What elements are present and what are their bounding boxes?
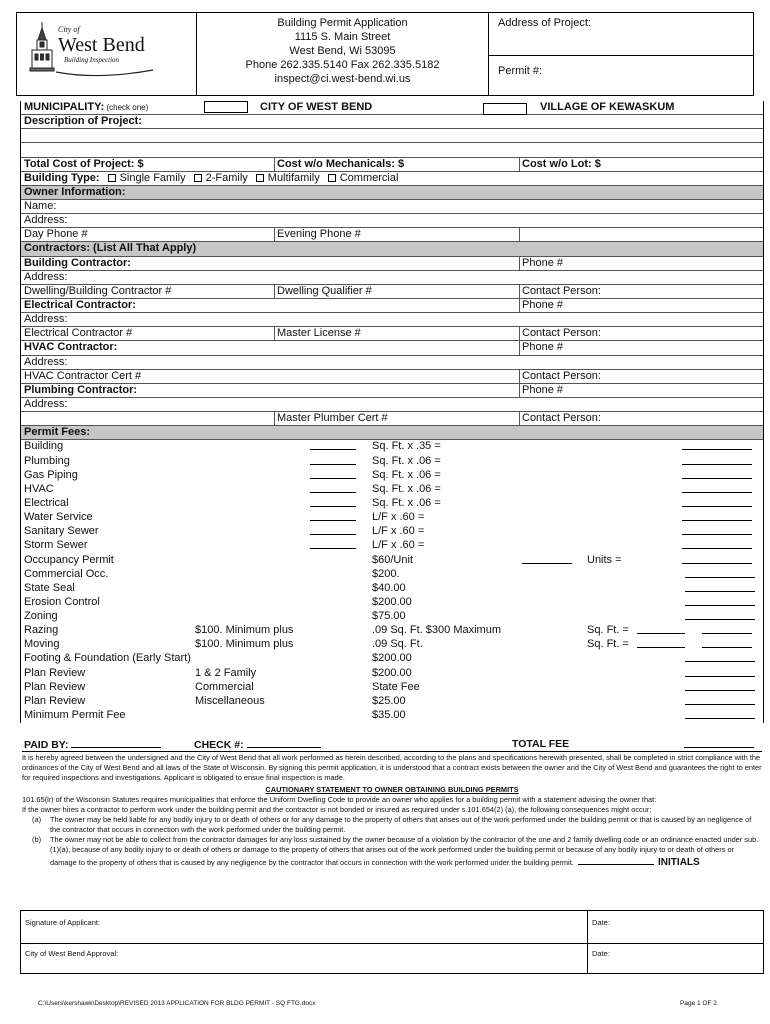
fill-in-blank[interactable] bbox=[679, 469, 752, 484]
hvac-field[interactable] bbox=[21, 483, 54, 497]
200-00-field[interactable] bbox=[369, 652, 412, 666]
form-row bbox=[21, 327, 763, 341]
field-label: Dwelling/Building Contractor # bbox=[24, 284, 172, 297]
zoning-field[interactable] bbox=[21, 610, 58, 624]
field-label: Storm Sewer bbox=[24, 539, 88, 552]
name-field[interactable] bbox=[21, 200, 56, 214]
electrical-contractor-field[interactable] bbox=[21, 299, 136, 313]
2-family-label: 2-Family bbox=[205, 171, 248, 184]
office-street: 1115 S. Main Street bbox=[294, 31, 391, 43]
40-00-field[interactable] bbox=[369, 582, 406, 596]
field-label: Contact Person: bbox=[522, 284, 601, 297]
plumbing-contractor-field[interactable] bbox=[21, 384, 137, 398]
form-row bbox=[21, 610, 763, 624]
signature-divider bbox=[21, 943, 763, 944]
field-label: Phone # bbox=[522, 383, 563, 396]
l-f-x-60-field[interactable] bbox=[369, 511, 424, 525]
applicant-date-field[interactable]: Date: bbox=[592, 918, 610, 927]
field-label: Commercial bbox=[195, 680, 254, 693]
form-row bbox=[21, 398, 763, 412]
occupancy-permit-field[interactable] bbox=[21, 554, 114, 568]
master-plumber-cert-field[interactable] bbox=[274, 412, 388, 426]
form-row bbox=[21, 695, 763, 709]
form-row bbox=[21, 497, 763, 511]
owner-information-field[interactable] bbox=[21, 186, 125, 200]
field-label: HVAC Contractor Cert # bbox=[24, 369, 142, 382]
field-label: Address: bbox=[24, 270, 68, 283]
field-label: Commercial Occ. bbox=[24, 567, 109, 580]
100-minimum-plus-field[interactable] bbox=[192, 638, 293, 652]
field-label: Contact Person: bbox=[522, 369, 601, 382]
fill-in-blank[interactable] bbox=[307, 440, 356, 455]
description-of-project-field[interactable] bbox=[21, 115, 142, 129]
fill-in-blank[interactable] bbox=[682, 695, 755, 710]
fill-in-blank[interactable] bbox=[682, 596, 755, 611]
contact-person-field[interactable] bbox=[519, 412, 601, 426]
field-label: Building Contractor: bbox=[24, 256, 131, 269]
fill-in-blank[interactable] bbox=[307, 525, 356, 540]
fill-in-blank[interactable] bbox=[307, 497, 356, 512]
fill-in-blank[interactable] bbox=[679, 455, 752, 470]
consequence-a: (a) The owner may be held liable for any bodily injury to or death of others or for any damage to the property of others that arises out of the work performed under the building permit or that is caused by an negligence of the contractor that occurs in connection with the work performed under the building permit. bbox=[32, 815, 752, 834]
legal-statement bbox=[22, 751, 762, 868]
cell-divider bbox=[519, 227, 520, 242]
field-label: Master License # bbox=[277, 327, 361, 340]
moving-field[interactable] bbox=[21, 638, 59, 652]
commercial-label: Commercial bbox=[339, 171, 399, 184]
building-type-field bbox=[21, 172, 398, 186]
contact-person-field[interactable] bbox=[519, 370, 601, 384]
l-f-x-60-field[interactable] bbox=[369, 525, 424, 539]
contractors-list-all-that-apply-field[interactable] bbox=[21, 242, 196, 256]
village-of-kewaskum-field[interactable] bbox=[537, 101, 674, 115]
field-label: Water Service bbox=[24, 511, 93, 524]
building-type-label: Building Type: bbox=[24, 171, 100, 184]
payment-row bbox=[20, 736, 764, 751]
commercial-occ-field[interactable] bbox=[21, 568, 108, 582]
erosion-control-field[interactable] bbox=[21, 596, 100, 610]
200-00-field[interactable] bbox=[369, 667, 412, 681]
section-header-row bbox=[21, 186, 763, 200]
field-label: Owner Information: bbox=[24, 185, 126, 198]
form-row bbox=[21, 582, 763, 596]
field-label: MUNICIPALITY: bbox=[24, 101, 105, 113]
statute-text: 101.65(lr) of the Wisconsin Statutes requires municipalities that enforce the Uniform Dwelling Code to provide an owner who applies for a building permit with a statement advising the owner that: bbox=[22, 795, 657, 804]
form-row bbox=[21, 129, 763, 143]
field-label: Cost w/o Lot: $ bbox=[522, 157, 601, 170]
address-field[interactable] bbox=[21, 214, 67, 228]
l-f-x-60-field[interactable] bbox=[369, 539, 424, 553]
village-of-kewaskum-checkbox[interactable] bbox=[483, 103, 527, 115]
fill-in-blank[interactable] bbox=[307, 539, 356, 554]
state-fee-field[interactable] bbox=[369, 681, 420, 695]
form-row bbox=[21, 101, 763, 115]
field-label: Phone # bbox=[522, 256, 563, 269]
office-email: inspect@ci.west-bend.wi.us bbox=[274, 73, 411, 85]
form-row bbox=[21, 525, 763, 539]
field-label: Plan Review bbox=[24, 680, 86, 693]
logo-swoosh-icon bbox=[56, 70, 153, 76]
field-label: $75.00 bbox=[372, 610, 406, 623]
plan-review-field[interactable] bbox=[21, 695, 85, 709]
municipality-field[interactable] bbox=[21, 101, 148, 115]
logo-dept: Building Inspection bbox=[64, 56, 120, 64]
minimum-permit-fee-field[interactable] bbox=[21, 709, 125, 723]
field-label: Master Plumber Cert # bbox=[277, 412, 388, 425]
address-field[interactable] bbox=[21, 356, 67, 370]
file-path: C:\Users\kershawk\Desktop\REVISED 2013 APPLICATION FOR BLDG PERMIT - SQ FTG.docx bbox=[38, 1000, 316, 1007]
plan-review-field[interactable] bbox=[21, 681, 85, 695]
field-label: Sq. Ft. = bbox=[587, 624, 629, 637]
form-row bbox=[21, 115, 763, 129]
paid-by-field[interactable]: PAID BY: bbox=[24, 738, 161, 751]
form-row bbox=[21, 455, 763, 469]
fill-in-blank[interactable] bbox=[682, 568, 755, 583]
field-label: $60/Unit bbox=[372, 553, 413, 566]
west-bend-logo bbox=[28, 20, 158, 82]
fill-in-blank[interactable] bbox=[634, 624, 685, 639]
field-label: $200.00 bbox=[372, 652, 412, 665]
field-label: L/F x .60 = bbox=[372, 525, 425, 538]
field-label: Sanitary Sewer bbox=[24, 525, 99, 538]
75-00-field[interactable] bbox=[369, 610, 406, 624]
field-label: Contact Person: bbox=[522, 327, 601, 340]
field-label: .09 Sq. Ft. $300 Maximum bbox=[372, 624, 501, 637]
fill-in-blank[interactable] bbox=[634, 638, 685, 653]
200-field[interactable] bbox=[369, 568, 400, 582]
field-label: L/F x .60 = bbox=[372, 539, 425, 552]
form-row bbox=[21, 440, 763, 454]
field-label: Miscellaneous bbox=[195, 694, 265, 707]
approval-date-field[interactable]: Date: bbox=[592, 949, 610, 958]
field-label: Sq. Ft. x .35 = bbox=[372, 440, 441, 453]
form-row bbox=[21, 370, 763, 384]
field-label: Sq. Ft. x .06 = bbox=[372, 468, 441, 481]
field-label: Day Phone # bbox=[24, 228, 88, 241]
sq-ft-x-35-field[interactable] bbox=[369, 440, 441, 454]
25-00-field[interactable] bbox=[369, 695, 406, 709]
logo-name: West Bend bbox=[58, 34, 145, 56]
hvac-contractor-cert-field[interactable] bbox=[21, 370, 141, 384]
single-family-label: Single Family bbox=[119, 171, 186, 184]
section-header-row bbox=[21, 242, 763, 256]
fill-in-blank[interactable] bbox=[307, 483, 356, 498]
field-label: Electrical Contractor # bbox=[24, 327, 133, 340]
field-label: CITY OF WEST BEND bbox=[260, 101, 373, 113]
fill-in-blank[interactable] bbox=[307, 469, 356, 484]
single-family-checkbox[interactable] bbox=[108, 174, 116, 182]
sq-ft-field[interactable] bbox=[584, 638, 629, 652]
master-license-field[interactable] bbox=[274, 327, 361, 341]
form-row bbox=[21, 299, 763, 313]
field-label: Plumbing Contractor: bbox=[24, 383, 138, 396]
address-field[interactable] bbox=[21, 313, 67, 327]
fill-in-blank[interactable] bbox=[679, 554, 752, 569]
plumbing-field[interactable] bbox=[21, 455, 70, 469]
office-phone-fax: Phone 262.335.5140 Fax 262.335.5182 bbox=[245, 59, 440, 71]
field-label: Phone # bbox=[522, 341, 563, 354]
field-label: Zoning bbox=[24, 610, 58, 623]
field-label: Address: bbox=[24, 313, 68, 326]
page-number: Page 1 OF 2 bbox=[680, 1000, 717, 1007]
fill-in-blank[interactable] bbox=[307, 511, 356, 526]
form-row bbox=[21, 214, 763, 228]
35-00-field[interactable] bbox=[369, 709, 406, 723]
commercial-field[interactable] bbox=[192, 681, 254, 695]
phone-field[interactable] bbox=[519, 257, 563, 271]
field-label: Permit Fees: bbox=[24, 426, 91, 439]
field-label: Sq. Ft. = bbox=[587, 638, 629, 651]
total-fee-label: TOTAL FEE bbox=[512, 738, 570, 750]
form-row bbox=[21, 709, 763, 723]
fill-in-blank[interactable] bbox=[519, 554, 572, 569]
dwelling-building-contractor-field[interactable] bbox=[21, 285, 171, 299]
contact-person-field[interactable] bbox=[519, 285, 601, 299]
multifamily-label: Multifamily bbox=[267, 171, 320, 184]
field-label: Electrical Contractor: bbox=[24, 298, 136, 311]
city-of-west-bend-checkbox[interactable] bbox=[204, 101, 248, 113]
field-label: .09 Sq. Ft. bbox=[372, 638, 423, 651]
field-label: Name: bbox=[24, 199, 57, 212]
09-sq-ft-field[interactable] bbox=[369, 638, 423, 652]
form-row bbox=[21, 483, 763, 497]
form-row bbox=[21, 624, 763, 638]
building-contractor-field[interactable] bbox=[21, 257, 131, 271]
fill-in-blank[interactable] bbox=[679, 440, 752, 455]
form-row bbox=[21, 158, 763, 172]
field-label: Units = bbox=[587, 553, 622, 566]
fill-in-blank[interactable] bbox=[307, 455, 356, 470]
09-sq-ft-300-maximum-field[interactable] bbox=[369, 624, 501, 638]
total-fee-blank[interactable] bbox=[684, 738, 754, 751]
field-label: HVAC Contractor: bbox=[24, 341, 118, 354]
fill-in-blank[interactable] bbox=[682, 667, 755, 682]
field-label: Occupancy Permit bbox=[24, 553, 114, 566]
cost-w-o-mechanicals-field[interactable] bbox=[274, 158, 404, 172]
field-label: Minimum Permit Fee bbox=[24, 709, 126, 722]
form-row bbox=[21, 143, 763, 157]
storm-sewer-field[interactable] bbox=[21, 539, 88, 553]
permit-fees-field[interactable] bbox=[21, 426, 90, 440]
initials-blank[interactable] bbox=[578, 855, 654, 865]
signature-divider bbox=[587, 911, 588, 973]
sq-ft-x-06-field[interactable] bbox=[369, 497, 441, 511]
2-family-checkbox[interactable] bbox=[194, 174, 202, 182]
fill-in-blank[interactable] bbox=[682, 582, 755, 597]
field-label: Erosion Control bbox=[24, 595, 100, 608]
header-divider bbox=[488, 55, 754, 56]
plan-review-field[interactable] bbox=[21, 667, 85, 681]
form-row bbox=[21, 384, 763, 398]
cautionary-title: CAUTIONARY STATEMENT TO OWNER OBTAINING BUILDING PERMITS bbox=[265, 785, 519, 794]
field-label: Plumbing bbox=[24, 454, 70, 467]
field-label: $25.00 bbox=[372, 694, 406, 707]
sq-ft-x-06-field[interactable] bbox=[369, 483, 441, 497]
fill-in-blank[interactable] bbox=[679, 511, 752, 526]
sq-ft-field[interactable] bbox=[584, 624, 629, 638]
fill-in-blank[interactable] bbox=[679, 525, 752, 540]
fill-in-blank[interactable] bbox=[682, 610, 755, 625]
form-row bbox=[21, 271, 763, 285]
field-label: Contact Person: bbox=[522, 412, 601, 425]
form-title: Building Permit Application bbox=[277, 17, 408, 29]
field-label: 1 & 2 Family bbox=[195, 666, 257, 679]
contact-person-field[interactable] bbox=[519, 327, 601, 341]
form-row bbox=[21, 285, 763, 299]
fill-in-blank[interactable] bbox=[679, 483, 752, 498]
100-minimum-plus-field[interactable] bbox=[192, 624, 293, 638]
courthouse-icon bbox=[30, 22, 54, 71]
phone-field[interactable] bbox=[519, 299, 563, 313]
field-label: Sq. Ft. x .06 = bbox=[372, 454, 441, 467]
field-label: Plan Review bbox=[24, 666, 86, 679]
permit-number-label[interactable]: Permit #: bbox=[498, 65, 543, 77]
form-row bbox=[21, 469, 763, 483]
form-row bbox=[21, 356, 763, 370]
field-label: State Seal bbox=[24, 581, 75, 594]
field-label: Evening Phone # bbox=[277, 228, 361, 241]
commercial-checkbox[interactable] bbox=[328, 174, 336, 182]
field-label: $200.00 bbox=[372, 595, 412, 608]
field-label: $40.00 bbox=[372, 581, 406, 594]
sq-ft-x-06-field[interactable] bbox=[369, 469, 441, 483]
razing-field[interactable] bbox=[21, 624, 58, 638]
electrical-field[interactable] bbox=[21, 497, 69, 511]
fill-in-blank[interactable] bbox=[682, 652, 755, 667]
field-label: L/F x .60 = bbox=[372, 511, 425, 524]
form-row bbox=[21, 341, 763, 355]
field-label: Sq. Ft. x .06 = bbox=[372, 496, 441, 509]
form-row bbox=[21, 257, 763, 271]
address-field[interactable] bbox=[21, 271, 67, 285]
field-label: Plan Review bbox=[24, 694, 86, 707]
field-label: Dwelling Qualifier # bbox=[277, 284, 372, 297]
field-label: Total Cost of Project: $ bbox=[24, 157, 144, 170]
form-row bbox=[21, 228, 763, 242]
signature-box bbox=[20, 910, 764, 974]
agreement-text: It is hereby agreed between the undersigned and the City of West Bend that all work performed as herein described, according to the plans and specifications herewith presented, shall be completed in strict compliance with the ordinances of the City of West Bend and all laws of the State of Wisconsin. By signing this permit application, it is understood that a contract exists between the owner and the City of West Bend and guarantees the right to enter for required inspections and investigations. Applicant is obligated to ensue final inspection is made. bbox=[22, 753, 762, 782]
fill-in-blank[interactable] bbox=[682, 709, 755, 724]
phone-field[interactable] bbox=[519, 341, 563, 355]
field-label: $100. Minimum plus bbox=[195, 638, 294, 651]
field-label: $200. bbox=[372, 567, 400, 580]
hvac-contractor-field[interactable] bbox=[21, 341, 117, 355]
field-label: Sq. Ft. x .06 = bbox=[372, 482, 441, 495]
form-row bbox=[21, 200, 763, 214]
city-approval-field[interactable]: City of West Bend Approval: bbox=[25, 949, 119, 958]
field-label: Contractors: (List All That Apply) bbox=[24, 242, 197, 255]
consequence-b: (b) The owner may not be able to collect from the contractor damages for any loss sustained by the owner because of a violation by the contractor of the one and 2 family dwelling code or an ordinance enacted under sub.(1)(a), because of any bodily injury to or death of others or damage to the property of others that arises out of the work performed under the building permit or because of any bodily injury to or death of others or damage to the property of others that is caused by any negligence by the contractor that occurs in connection with the work performed under the building permit. INITIALS bbox=[32, 835, 759, 868]
fill-in-blank[interactable] bbox=[699, 624, 752, 639]
field-label: HVAC bbox=[24, 482, 54, 495]
header-divider bbox=[488, 12, 489, 96]
field-label: Electrical bbox=[24, 496, 69, 509]
form-row bbox=[21, 511, 763, 525]
field-label: Address: bbox=[24, 214, 68, 227]
field-label: $200.00 bbox=[372, 666, 412, 679]
field-label: Building bbox=[24, 440, 64, 453]
fill-in-blank[interactable] bbox=[682, 681, 755, 696]
form-row bbox=[21, 412, 763, 426]
field-label: Cost w/o Mechanicals: $ bbox=[277, 157, 405, 170]
sanitary-sewer-field[interactable] bbox=[21, 525, 99, 539]
evening-phone-field[interactable] bbox=[274, 228, 361, 242]
field-label: Footing & Foundation (Early Start) bbox=[24, 652, 191, 665]
field-label: Address: bbox=[24, 397, 68, 410]
day-phone-field[interactable] bbox=[21, 228, 88, 242]
fill-in-blank[interactable] bbox=[679, 539, 752, 554]
form-row bbox=[21, 681, 763, 695]
fill-in-blank[interactable] bbox=[699, 638, 752, 653]
form-row bbox=[21, 638, 763, 652]
applicant-signature-field[interactable]: Signature of Applicant: bbox=[25, 918, 101, 927]
application-form-grid bbox=[20, 101, 764, 723]
cost-w-o-lot-field[interactable] bbox=[519, 158, 601, 172]
total-cost-of-project-field[interactable] bbox=[21, 158, 144, 172]
electrical-contractor-field[interactable] bbox=[21, 327, 132, 341]
field-label: Moving bbox=[24, 638, 60, 651]
200-00-field[interactable] bbox=[369, 596, 412, 610]
form-row bbox=[21, 568, 763, 582]
field-label: Address: bbox=[24, 355, 68, 368]
sq-ft-x-06-field[interactable] bbox=[369, 455, 441, 469]
miscellaneous-field[interactable] bbox=[192, 695, 265, 709]
multifamily-checkbox[interactable] bbox=[256, 174, 264, 182]
form-row bbox=[21, 554, 763, 568]
form-row bbox=[21, 539, 763, 553]
form-row bbox=[21, 667, 763, 681]
field-label: Phone # bbox=[522, 298, 563, 311]
phone-field[interactable] bbox=[519, 384, 563, 398]
gas-piping-field[interactable] bbox=[21, 469, 78, 483]
1-2-family-field[interactable] bbox=[192, 667, 256, 681]
field-label: $100. Minimum plus bbox=[195, 624, 294, 637]
state-seal-field[interactable] bbox=[21, 582, 75, 596]
form-row bbox=[21, 652, 763, 666]
field-label: $35.00 bbox=[372, 709, 406, 722]
logo-city-of: City of bbox=[58, 25, 80, 34]
dwelling-qualifier-field[interactable] bbox=[274, 285, 372, 299]
office-city: West Bend, Wi 53095 bbox=[289, 45, 396, 57]
address-of-project-label[interactable]: Address of Project: bbox=[498, 17, 591, 29]
section-header-row bbox=[21, 426, 763, 440]
field-label: Razing bbox=[24, 624, 59, 637]
units-field[interactable] bbox=[584, 554, 622, 568]
address-field[interactable] bbox=[21, 398, 67, 412]
contractor-clause: If the owner hires a contractor to perform work under the building permit and the contractor is not bonded or insured as required under s.101.654(2) (a), the following consequences might occur: bbox=[22, 805, 652, 814]
field-label: Gas Piping bbox=[24, 468, 78, 481]
city-of-west-bend-field[interactable] bbox=[257, 101, 372, 115]
form-row bbox=[21, 172, 763, 186]
initials-label: INITIALS bbox=[658, 857, 700, 868]
form-row bbox=[21, 596, 763, 610]
field-label: Description of Project: bbox=[24, 115, 142, 128]
footing-foundation-early-start-field[interactable] bbox=[21, 652, 191, 666]
field-hint: (check one) bbox=[104, 103, 149, 112]
water-service-field[interactable] bbox=[21, 511, 93, 525]
office-contact bbox=[197, 16, 488, 86]
check-number-field[interactable]: CHECK #: bbox=[194, 738, 321, 751]
field-label: VILLAGE OF KEWASKUM bbox=[540, 101, 675, 113]
form-row bbox=[21, 313, 763, 327]
fill-in-blank[interactable] bbox=[679, 497, 752, 512]
building-field[interactable] bbox=[21, 440, 63, 454]
60-unit-field[interactable] bbox=[369, 554, 413, 568]
field-label: State Fee bbox=[372, 680, 420, 693]
